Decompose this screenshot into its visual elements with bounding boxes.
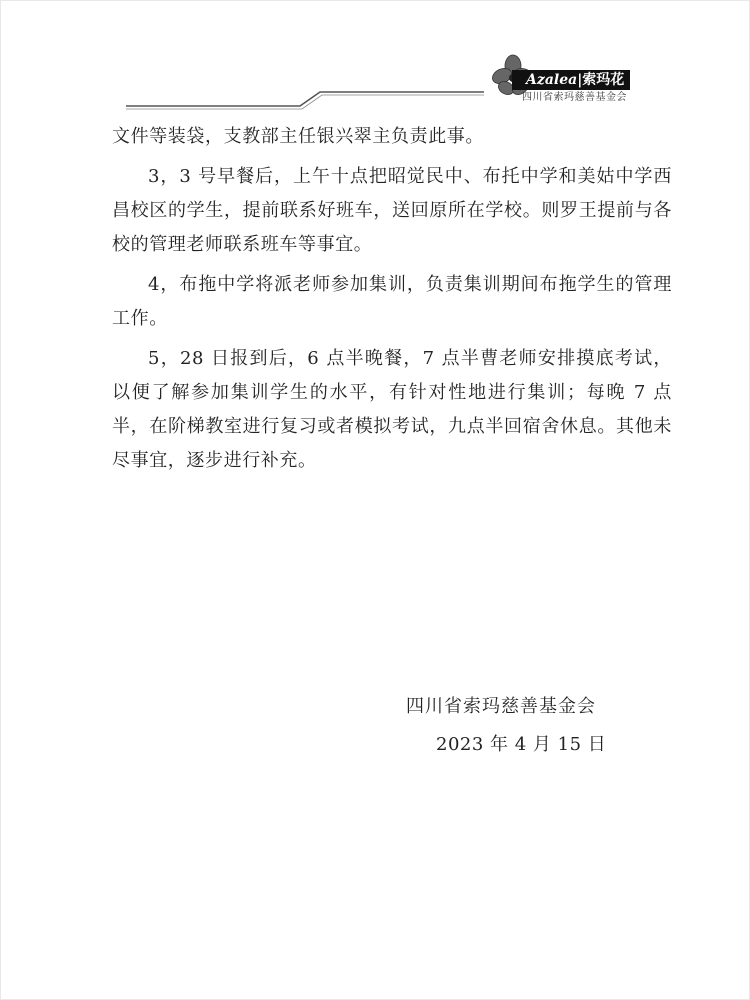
signature-date: 2023 年 4 月 15 日 [436, 734, 607, 755]
signature-organization: 四川省索玛慈善基金会 [406, 696, 596, 717]
paragraph-item-4: 4，布拖中学将派老师参加集训，负责集训期间布拖学生的管理工作。 [112, 274, 672, 329]
logo-organization-name: 四川省索玛慈善基金会 [522, 92, 627, 103]
foundation-logo [484, 52, 640, 108]
logo-brand-en: Azalea [526, 72, 578, 88]
document-body [112, 120, 672, 755]
paragraph-item-5: 5，28 日报到后，6 点半晚餐，7 点半曹老师安排摸底考试，以便了解参加集训学生的水平，有针对性地进行集训；每晚 7 点半，在阶梯教室进行复习或者模拟考试，九点半回宿舍休息。其他未尽事宜，逐步进行补充。 [112, 348, 672, 471]
paragraph-item-3: 3，3 号早餐后，上午十点把昭觉民中、布托中学和美姑中学西昌校区的学生，提前联系好班车，送回原所在学校。则罗王提前与各校的管理老师联系班车等事宜。 [112, 166, 672, 255]
paragraph-continued: 文件等装袋，支教部主任银兴翠主负责此事。 [112, 126, 484, 147]
logo-brand-cn: 索玛花 [582, 72, 625, 88]
logo-brand-banner: Azalea|索玛花 [512, 70, 630, 90]
